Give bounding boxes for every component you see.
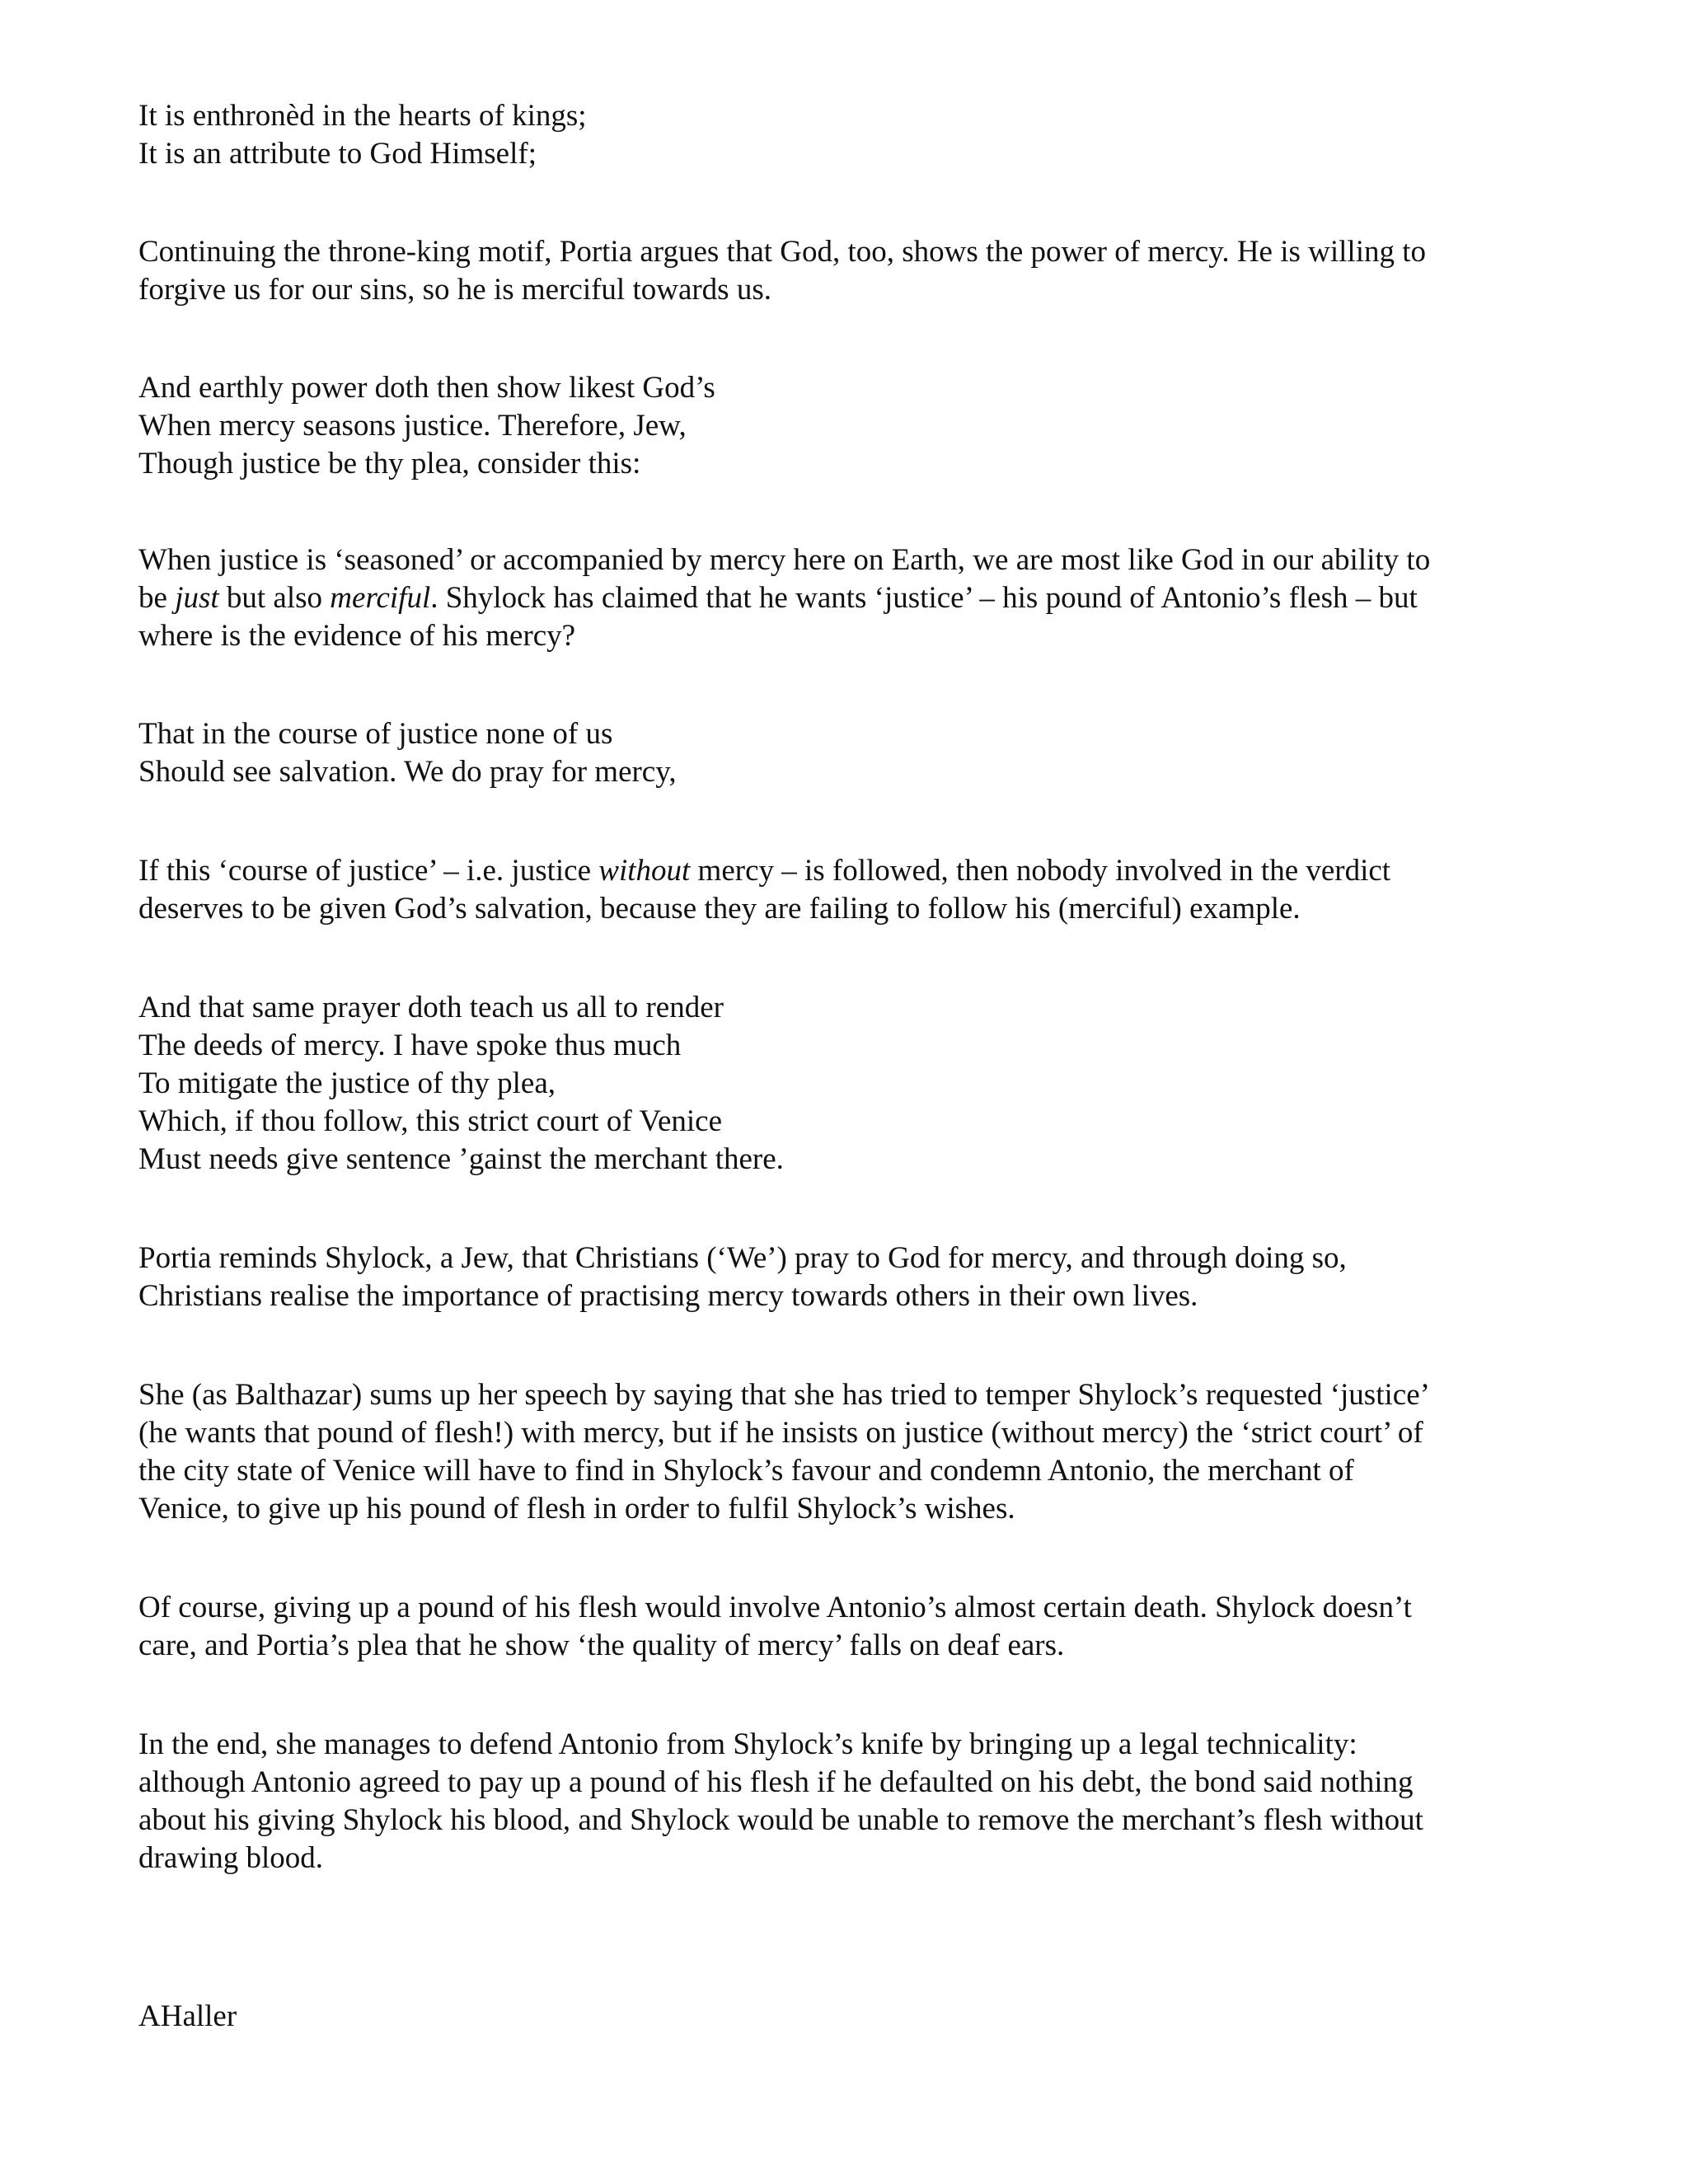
paragraph-line xyxy=(138,579,1556,617)
verse-line: Must needs give sentence ’gainst the merchant there. xyxy=(138,1142,784,1176)
text-run: be xyxy=(138,581,176,615)
commentary-paragraph-7 xyxy=(138,1726,1556,1877)
commentary-paragraph-3 xyxy=(138,852,1556,928)
verse-line: It is an attribute to God Himself; xyxy=(138,137,537,171)
verse-line: Though justice be thy plea, consider this: xyxy=(138,447,641,480)
paragraph-line: When justice is ‘seasoned’ or accompanied by mercy here on Earth, we are most like God in our ability to xyxy=(138,543,1431,577)
paragraph-line: where is the evidence of his mercy? xyxy=(138,619,576,653)
text-run: but also xyxy=(218,581,331,615)
paragraph-line: forgive us for our sins, so he is merciful towards us. xyxy=(138,273,771,307)
commentary-paragraph-5 xyxy=(138,1376,1556,1528)
verse-line: When mercy seasons justice. Therefore, Jew, xyxy=(138,409,687,443)
text-run: If this ‘course of justice’ – i.e. justice xyxy=(138,854,599,888)
commentary-paragraph-6 xyxy=(138,1589,1556,1665)
paragraph-line: drawing blood. xyxy=(138,1841,324,1875)
verse-quote-1 xyxy=(138,97,1556,173)
paragraph-line: She (as Balthazar) sums up her speech by saying that she has tried to temper Shylock’s requested ‘justice’ xyxy=(138,1378,1430,1412)
author-signature xyxy=(138,1998,1556,2036)
verse-line: The deeds of mercy. I have spoke thus much xyxy=(138,1029,682,1062)
italic-word-merciful: merciful xyxy=(330,581,431,615)
text-run: mercy – is followed, then nobody involved in the verdict xyxy=(690,854,1391,888)
paragraph-line: Continuing the throne-king motif, Portia argues that God, too, shows the power of mercy. He is willing to xyxy=(138,235,1427,269)
italic-word-without: without xyxy=(598,854,691,888)
italic-word-just: just xyxy=(175,581,219,615)
verse-line: To mitigate the justice of thy plea, xyxy=(138,1066,556,1100)
commentary-paragraph-1 xyxy=(138,233,1556,309)
paragraph-line: care, and Portia’s plea that he show ‘the quality of mercy’ falls on deaf ears. xyxy=(138,1629,1065,1662)
paragraph-line xyxy=(138,852,1556,890)
paragraph-line: about his giving Shylock his blood, and Shylock would be unable to remove the merchant’s flesh without xyxy=(138,1803,1423,1837)
text-run: . Shylock has claimed that he wants ‘justice’ – his pound of Antonio’s flesh – but xyxy=(430,581,1418,615)
paragraph-line: deserves to be given God’s salvation, because they are failing to follow his (merciful) example. xyxy=(138,892,1301,926)
commentary-paragraph-2 xyxy=(138,541,1556,655)
author-name: AHaller xyxy=(138,1999,237,2033)
verse-line: Which, if thou follow, this strict court of Venice xyxy=(138,1104,722,1138)
commentary-paragraph-4 xyxy=(138,1240,1556,1315)
paragraph-line: Christians realise the importance of practising mercy towards others in their own lives. xyxy=(138,1279,1198,1313)
paragraph-line: the city state of Venice will have to find in Shylock’s favour and condemn Antonio, the merchant of xyxy=(138,1454,1354,1488)
paragraph-line: In the end, she manages to defend Antonio from Shylock’s knife by bringing up a legal technicality: xyxy=(138,1727,1357,1761)
verse-quote-3 xyxy=(138,715,1556,791)
verse-line: It is enthronèd in the hearts of kings; xyxy=(138,99,587,133)
verse-quote-4 xyxy=(138,989,1556,1179)
verse-line: And earthly power doth then show likest God’s xyxy=(138,371,715,405)
paragraph-line: although Antonio agreed to pay up a pound of his flesh if he defaulted on his debt, the bond said nothing xyxy=(138,1765,1414,1799)
verse-quote-2 xyxy=(138,369,1556,483)
verse-line: That in the course of justice none of us xyxy=(138,717,613,751)
paragraph-line: (he wants that pound of flesh!) with mercy, but if he insists on justice (without mercy) the ‘strict court’ of xyxy=(138,1416,1423,1450)
verse-line: And that same prayer doth teach us all to render xyxy=(138,991,724,1024)
paragraph-line: Of course, giving up a pound of his flesh would involve Antonio’s almost certain death. Shylock doesn’t xyxy=(138,1591,1412,1624)
paragraph-line: Portia reminds Shylock, a Jew, that Christians (‘We’) pray to God for mercy, and through doing so, xyxy=(138,1241,1347,1275)
paragraph-line: Venice, to give up his pound of flesh in order to fulfil Shylock’s wishes. xyxy=(138,1492,1015,1526)
verse-line: Should see salvation. We do pray for mercy, xyxy=(138,755,677,789)
